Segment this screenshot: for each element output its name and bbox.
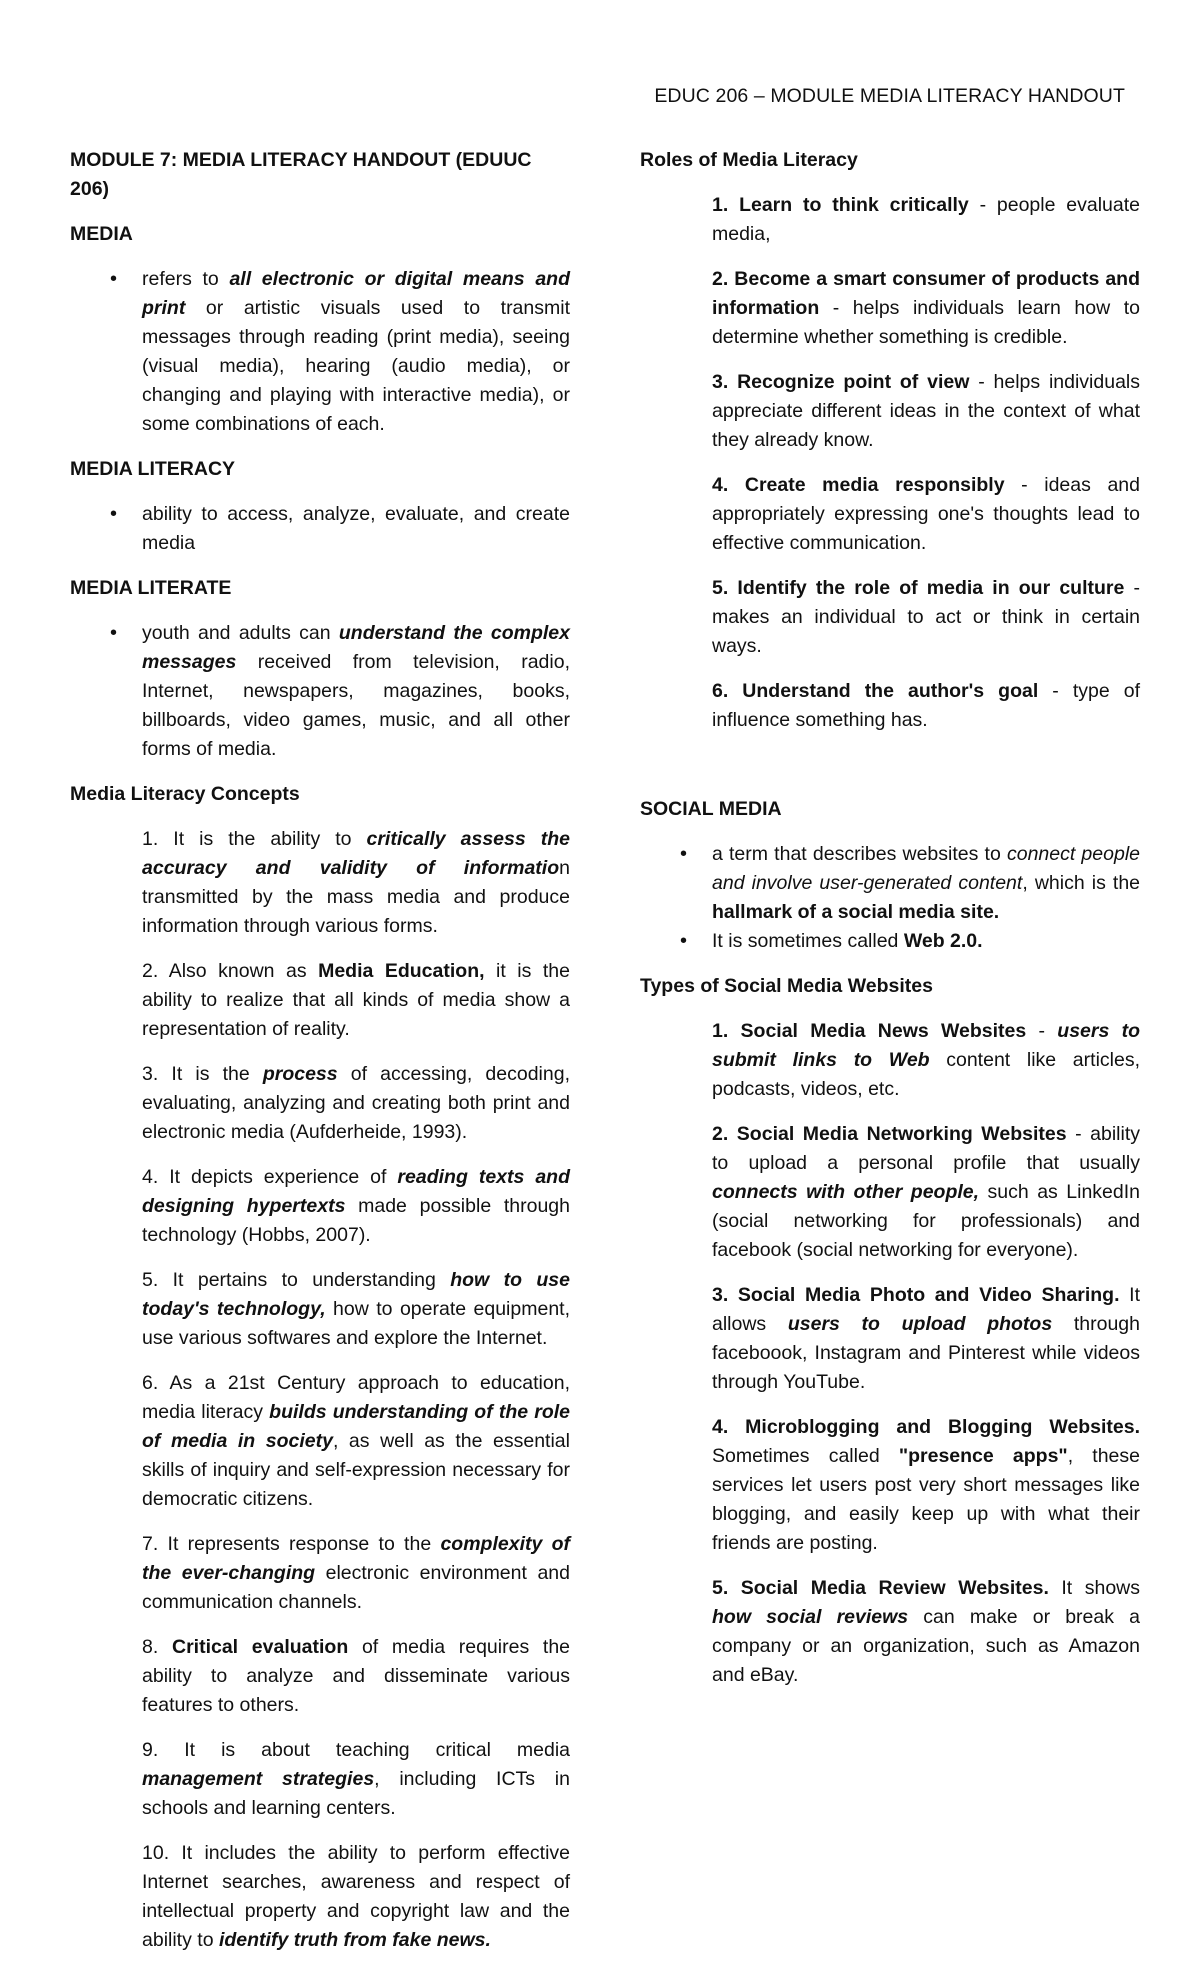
social-media-heading: SOCIAL MEDIA	[640, 798, 782, 820]
media-heading: MEDIA	[70, 223, 133, 245]
concept-8: 8. Critical evaluation of media requires the ability to analyze and disseminate various features to others.	[142, 1636, 571, 1716]
concept-5: 5. It pertains to understanding how to use today's technology, how to operate equipment, use various softwares and explore the Internet.	[142, 1269, 570, 1349]
types-heading: Types of Social Media Websites	[640, 975, 933, 997]
social-media-definition: • a term that describes websites to connect people and involve user-generated content, which is the hallmark of a social media site.	[640, 840, 1140, 927]
concept-7: 7. It represents response to the complexity of the ever-changing electronic environment and communication channels.	[142, 1533, 570, 1613]
type-4: 4. Microblogging and Blogging Websites. Sometimes called "presence apps", these services let users post very short messages like blogging, and easily keep up with what their friends are posting.	[712, 1416, 1140, 1554]
left-column	[70, 146, 570, 1971]
media-literacy-definition: • ability to access, analyze, evaluate, and create media	[70, 500, 570, 558]
roles-heading: Roles of Media Literacy	[640, 149, 858, 171]
role-2: 2. Become a smart consumer of products and information - helps individuals learn how to determine whether something is credible.	[712, 268, 1140, 348]
social-media-web2: • It is sometimes called Web 2.0.	[640, 927, 1140, 956]
role-1: 1. Learn to think critically - people evaluate media,	[712, 194, 1140, 245]
concept-6: 6. As a 21st Century approach to education, media literacy builds understanding of the role of media in society, as well as the essential skills of inquiry and self-expression necessary for democratic citizens.	[142, 1372, 570, 1510]
concept-9: 9. It is about teaching critical media management strategies, including ICTs in schools and learning centers.	[142, 1739, 570, 1819]
concept-10: 10. It includes the ability to perform effective Internet searches, awareness and respect of intellectual property and copyright law and the ability to identify truth from fake news.	[142, 1842, 570, 1951]
concept-2: 2. Also known as Media Education, it is the ability to realize that all kinds of media show a representation of reality.	[142, 960, 570, 1040]
type-3: 3. Social Media Photo and Video Sharing. It allows users to upload photos through faceboook, Instagram and Pinterest while videos through YouTube.	[712, 1284, 1140, 1393]
role-6: 6. Understand the author's goal - type of influence something has.	[712, 680, 1140, 731]
concept-3: 3. It is the process of accessing, decoding, evaluating, analyzing and creating both print and electronic media (Aufderheide, 1993).	[142, 1063, 570, 1143]
type-2: 2. Social Media Networking Websites - ability to upload a personal profile that usually connects with other people, such as LinkedIn (social networking for professionals) and facebook (social networking for everyone).	[712, 1123, 1140, 1261]
type-5: 5. Social Media Review Websites. It shows how social reviews can make or break a company or an organization, such as Amazon and eBay.	[712, 1577, 1140, 1686]
concept-1: 1. It is the ability to critically assess the accuracy and validity of information transmitted by the mass media and produce information through various forms.	[142, 828, 570, 937]
right-column	[640, 146, 1140, 1706]
media-list	[70, 265, 570, 439]
media-literacy-list	[70, 500, 570, 558]
role-3: 3. Recognize point of view - helps individuals appreciate different ideas in the context of what they already know.	[712, 371, 1141, 451]
media-literate-heading: MEDIA LITERATE	[70, 577, 232, 599]
concepts-heading: Media Literacy Concepts	[70, 783, 300, 805]
social-media-list	[640, 840, 1140, 956]
media-literate-definition: • youth and adults can understand the complex messages received from television, radio, Internet, newspapers, magazines, books, billboards, video games, music, and all other forms of media.	[70, 619, 570, 764]
role-4: 4. Create media responsibly - ideas and appropriately expressing one's thoughts lead to effective communication.	[712, 474, 1140, 554]
role-5: 5. Identify the role of media in our culture - makes an individual to act or think in certain ways.	[712, 577, 1140, 657]
module-title: MODULE 7: MEDIA LITERACY HANDOUT (EDUUC 206)	[70, 149, 532, 200]
media-literate-list	[70, 619, 570, 764]
section-spacer	[640, 751, 1140, 795]
concept-4: 4. It depicts experience of reading texts and designing hypertexts made possible through technology (Hobbs, 2007).	[142, 1166, 571, 1246]
page-header: EDUC 206 – MODULE MEDIA LITERACY HANDOUT	[654, 85, 1125, 107]
media-definition: • refers to all electronic or digital means and print or artistic visuals used to transmit messages through reading (print media), seeing (visual media), hearing (audio media), or changing and playing with interactive media), or some combinations of each.	[70, 265, 570, 439]
type-1: 1. Social Media News Websites - users to submit links to Web content like articles, podcasts, videos, etc.	[712, 1020, 1140, 1100]
media-literacy-heading: MEDIA LITERACY	[70, 458, 236, 480]
